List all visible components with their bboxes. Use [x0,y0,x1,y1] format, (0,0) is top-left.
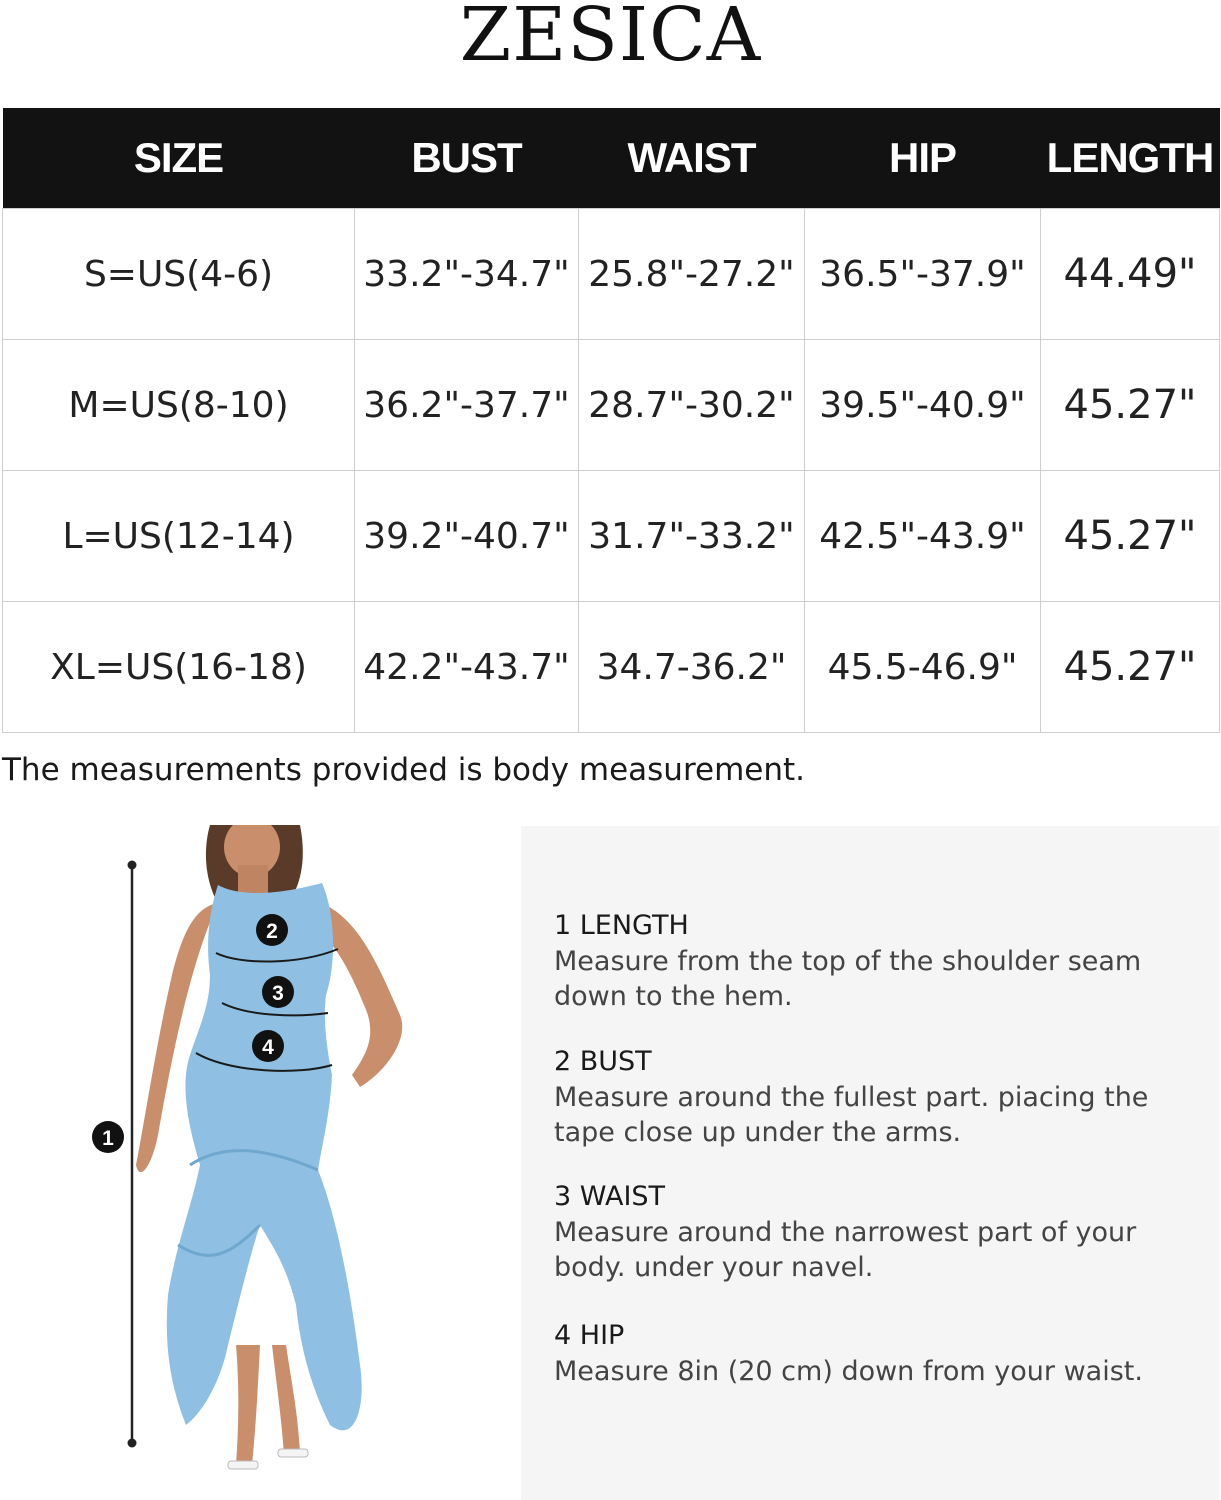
header-size: SIZE [3,108,355,209]
marker-2-icon [256,914,288,946]
header-length: LENGTH [1041,108,1220,209]
size-cell: M=US(8-10) [3,340,355,471]
waist-cell: 25.8"-27.2" [579,209,805,340]
bust-cell: 39.2"-40.7" [355,471,579,602]
guide-description: Measure 8in (20 cm) down from your waist. [554,1356,1143,1387]
table-row [3,471,1220,602]
hip-cell: 42.5"-43.9" [805,471,1041,602]
guide-item-waist [554,1181,1194,1285]
length-cell: 45.27" [1041,602,1220,733]
hip-cell: 45.5-46.9" [805,602,1041,733]
length-cell: 44.49" [1041,209,1220,340]
size-cell: S=US(4-6) [3,209,355,340]
marker-4-icon [252,1030,284,1062]
size-cell: XL=US(16-18) [3,602,355,733]
guide-description: Measure around the narrowest part of your body. under your navel. [554,1217,1137,1283]
size-cell: L=US(12-14) [3,471,355,602]
length-line-bottom-dot [128,1439,137,1448]
guide-item-length [554,910,1194,1014]
dress-shape [167,883,362,1430]
marker-2-label: 2 [266,920,278,943]
guide-title: 1 LENGTH [554,910,689,941]
guide-description: Measure around the fullest part. piacing the tape close up under the arms. [554,1082,1149,1148]
legs-shape [272,1345,300,1455]
length-line-top-dot [128,861,137,870]
marker-3-label: 3 [272,982,284,1005]
right-arm [322,903,402,1087]
table-row [3,209,1220,340]
measurement-guide-panel [521,826,1219,1500]
brand-logo: ZESICA [459,0,762,78]
hip-cell: 39.5"-40.9" [805,340,1041,471]
shoe-shape [228,1461,258,1469]
guide-item-hip [554,1320,1194,1389]
bust-cell: 33.2"-34.7" [355,209,579,340]
marker-1-icon [92,1121,124,1153]
guide-item-bust [554,1046,1194,1150]
length-cell: 45.27" [1041,340,1220,471]
waist-cell: 34.7-36.2" [579,602,805,733]
bust-cell: 36.2"-37.7" [355,340,579,471]
model-figure-illustration [60,825,460,1500]
neck-shape [238,865,268,895]
legs-shape [236,1345,260,1465]
guide-title: 4 HIP [554,1320,625,1351]
bust-cell: 42.2"-43.7" [355,602,579,733]
waist-cell: 31.7"-33.2" [579,471,805,602]
waist-cell: 28.7"-30.2" [579,340,805,471]
marker-3-icon [262,976,294,1008]
table-header-row [3,108,1220,209]
shoe-shape [278,1449,308,1457]
hip-cell: 36.5"-37.9" [805,209,1041,340]
header-waist: WAIST [579,108,805,209]
header-hip: HIP [805,108,1041,209]
guide-title: 3 WAIST [554,1181,666,1212]
size-chart-table [2,108,1220,733]
marker-4-label: 4 [262,1036,274,1059]
length-cell: 45.27" [1041,471,1220,602]
guide-description: Measure from the top of the shoulder seam down to the hem. [554,946,1142,1012]
measurement-note: The measurements provided is body measurement. [2,752,806,788]
header-bust: BUST [355,108,579,209]
marker-1-label: 1 [102,1127,114,1150]
table-row [3,602,1220,733]
table-row [3,340,1220,471]
guide-title: 2 BUST [554,1046,652,1077]
